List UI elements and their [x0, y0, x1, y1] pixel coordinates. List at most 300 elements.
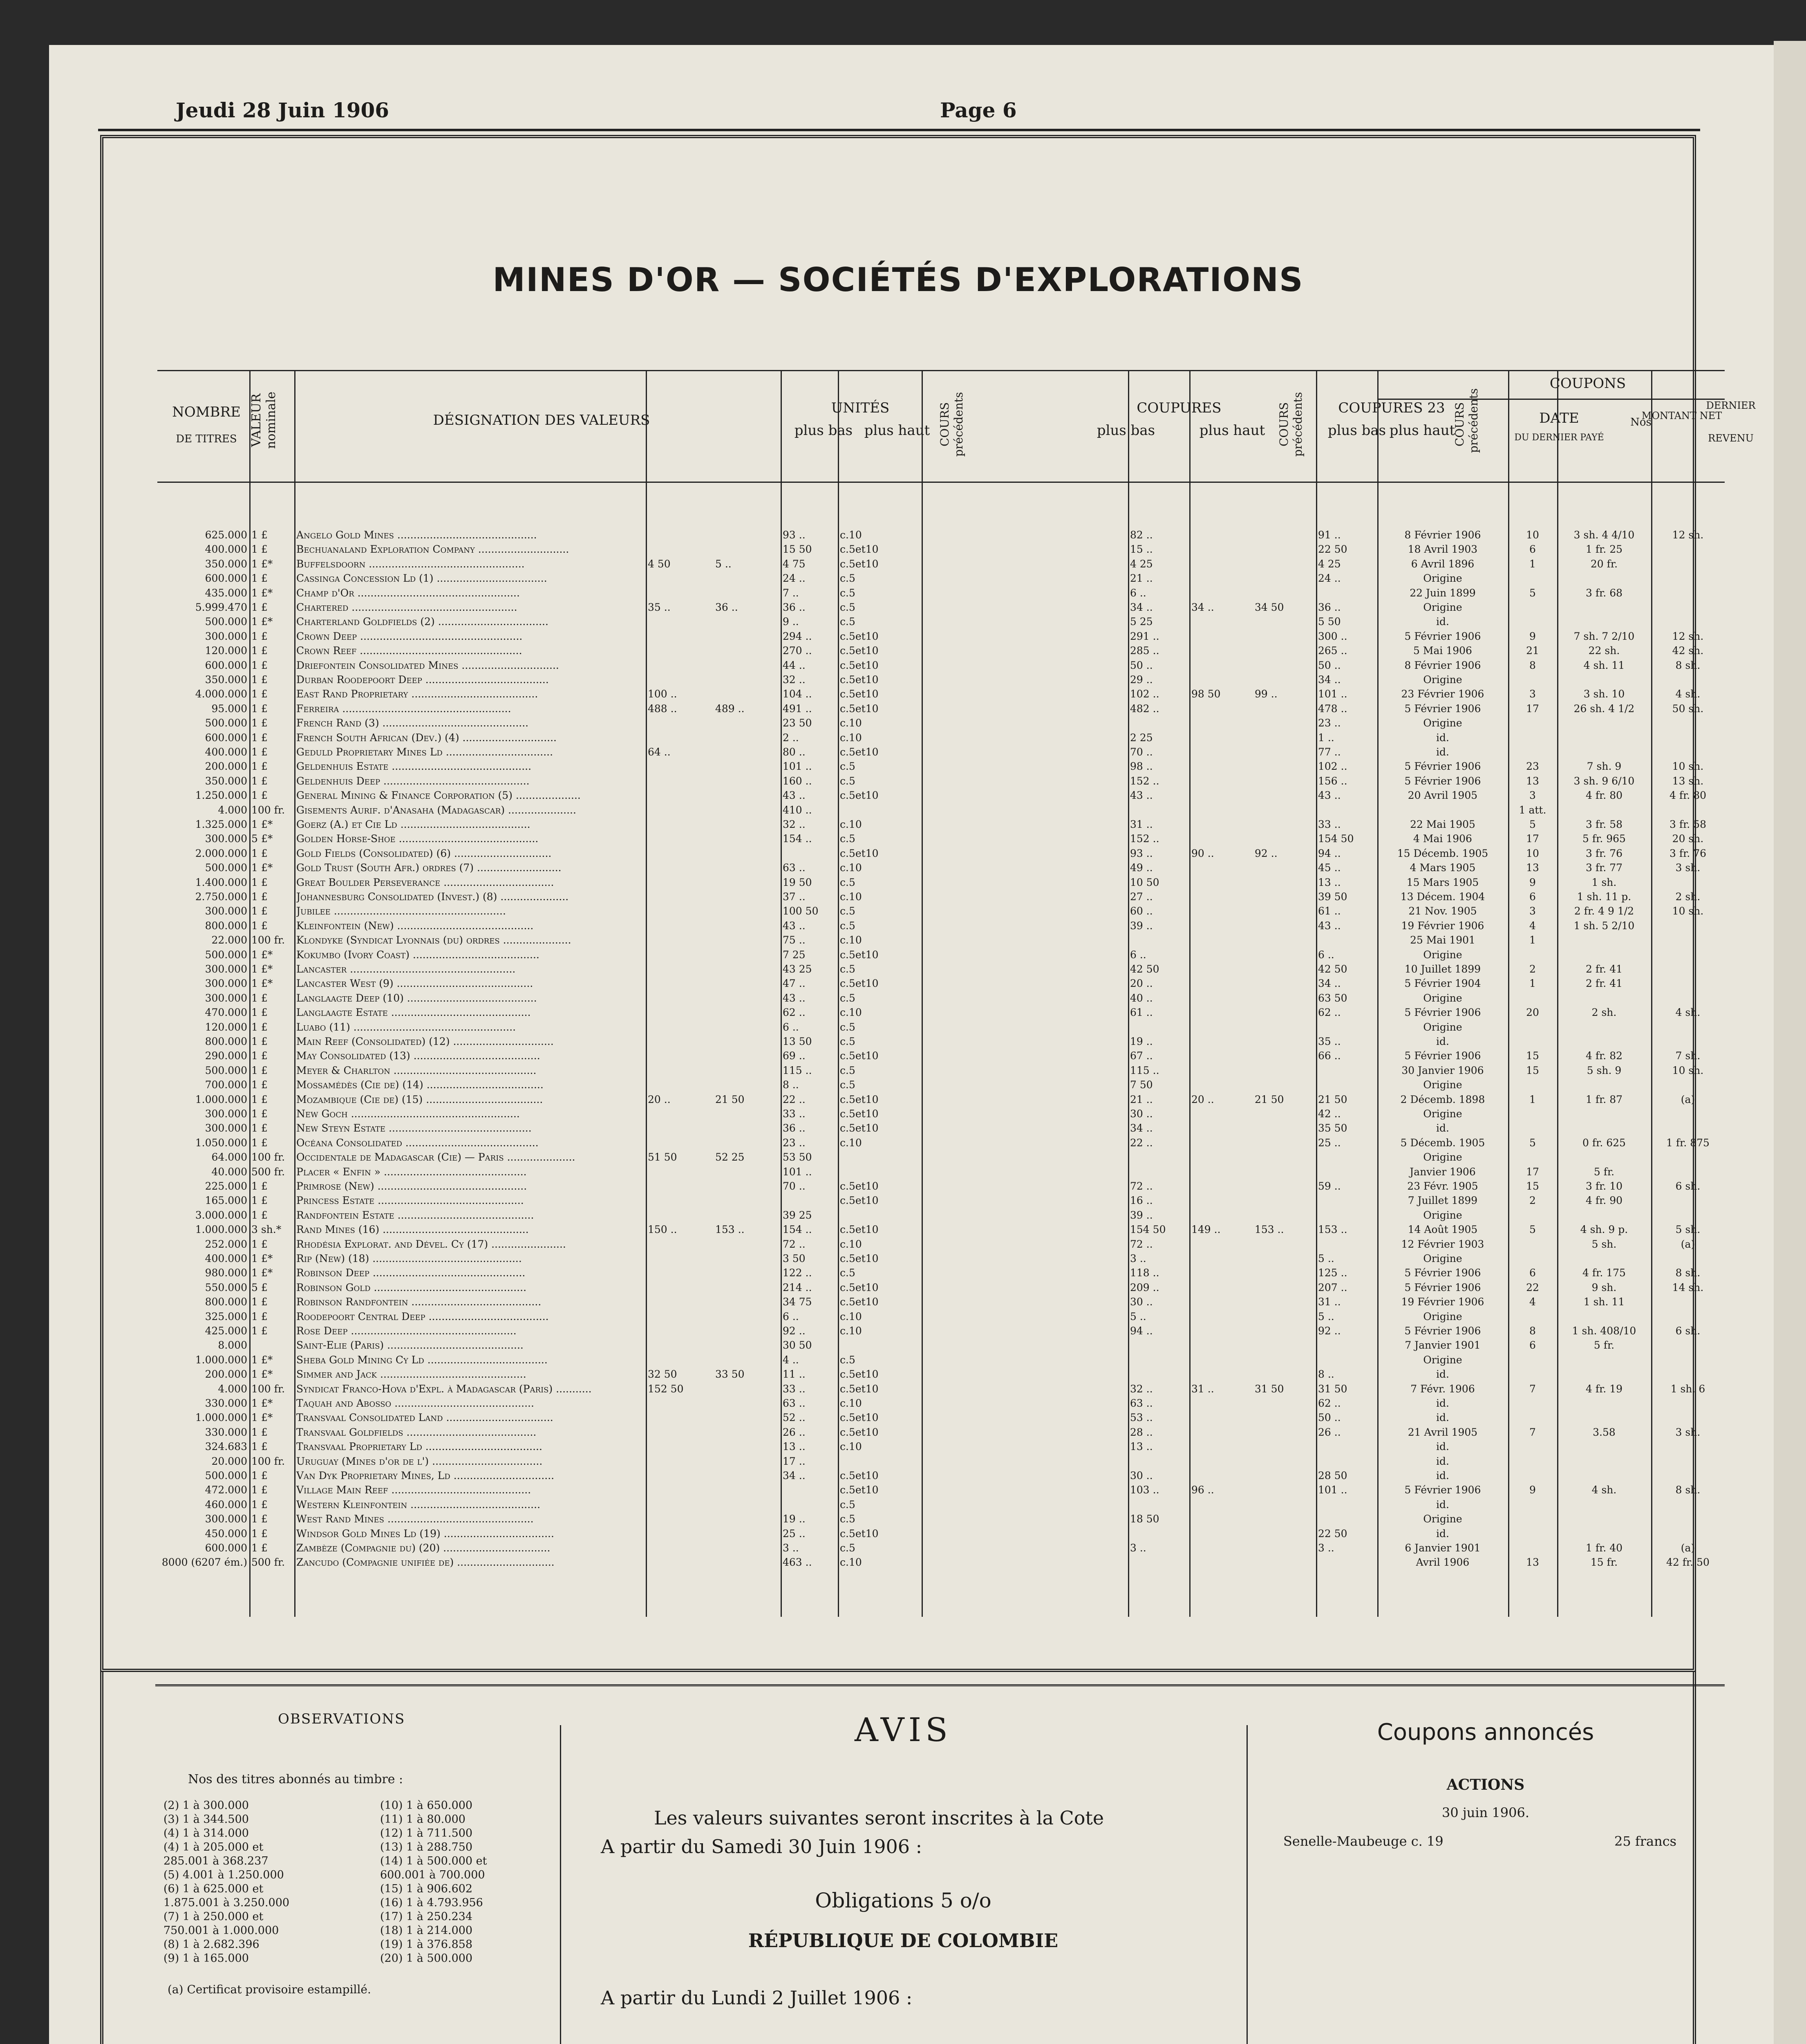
cell-c3: 66 .. — [1318, 1050, 1341, 1062]
cell-cp: c.5et10 — [840, 746, 879, 758]
cell-cp: c.10 — [840, 1325, 862, 1337]
cell-r: 4 sh. — [1675, 688, 1701, 700]
cell-d: Johannesburg Consolidated (Invest.) (8) ..................... — [296, 891, 569, 903]
cell-c2: 4 25 — [1130, 558, 1153, 570]
cell-v: 1 £ — [251, 1441, 268, 1453]
obs-line: (6) 1 à 625.000 et — [163, 1883, 264, 1895]
rule — [1651, 370, 1652, 1617]
cell-c: 43 .. — [783, 790, 806, 802]
cell-d: Lancaster ................................................... — [296, 964, 516, 975]
cell-c: 70 .. — [783, 1181, 806, 1192]
obs-line: 750.001 à 1.000.000 — [163, 1924, 279, 1937]
cell-c: 69 .. — [783, 1050, 806, 1062]
cell-v: 1 £* — [251, 1253, 273, 1264]
cell-m: 3 sh. 4 4/10 — [1573, 529, 1635, 541]
cell-r: 3 sh. — [1675, 862, 1701, 874]
col-coupures23-haut: plus haut — [1389, 422, 1455, 439]
cell-date: 7 Janvier 1901 — [1405, 1340, 1481, 1351]
cell-m: 2 fr. 4 9 1/2 — [1574, 905, 1634, 917]
cell-cp: c.5et10 — [840, 1484, 879, 1496]
header-date: Jeudi 28 Juin 1906 — [176, 98, 389, 122]
cell-n: 500.000 — [205, 862, 247, 874]
cell-m: 5 fr. — [1593, 1340, 1615, 1351]
cell-c2: 209 .. — [1130, 1282, 1159, 1293]
cell-c2: 115 .. — [1130, 1065, 1159, 1076]
cell-c2: 5 25 — [1130, 616, 1153, 628]
cell-d: Océana Consolidated ......................................... — [296, 1137, 539, 1149]
cell-date: 14 Août 1905 — [1408, 1224, 1478, 1236]
cell-pb: 152 50 — [648, 1383, 684, 1395]
cell-n: 4.000 — [218, 1383, 247, 1395]
cell-date: Origine — [1423, 1354, 1462, 1366]
cell-n: 300.000 — [205, 992, 247, 1004]
cell-c3: 300 .. — [1318, 630, 1347, 642]
cell-d: Saint-Elie (Paris) .......................................... — [296, 1340, 524, 1351]
cell-cp: c.10 — [840, 1398, 862, 1409]
cell-n: 120.000 — [205, 645, 247, 657]
cell-d: May Consolidated (13) ....................................... — [296, 1050, 540, 1062]
cell-n: 500.000 — [205, 1065, 247, 1076]
cell-d: French South African (Dev.) (4) ............................. — [296, 732, 557, 744]
cell-d: Transvaal Proprietary Ld .................................... — [296, 1441, 542, 1453]
rule — [1316, 370, 1317, 1617]
col-no: Nos — [1630, 416, 1652, 428]
cell-c: 32 .. — [783, 819, 806, 830]
obs-line: (4) 1 à 205.000 et — [163, 1841, 264, 1853]
avis-rep: RÉPUBLIQUE DE COLOMBIE — [748, 1930, 1059, 1952]
cell-cp: c.5et10 — [840, 1383, 879, 1395]
cell-cp: c.5et10 — [840, 1470, 879, 1481]
cell-cp: c.5 — [840, 761, 855, 773]
cell-d: Chartered ................................................... — [296, 602, 517, 613]
cell-c3: 62 .. — [1318, 1007, 1341, 1019]
avis-line2: A partir du Samedi 30 Juin 1906 : — [601, 1836, 922, 1858]
cell-d: Mozambique (Cie de) (15) .................................... — [296, 1094, 543, 1105]
cell-v: 1 £ — [251, 1123, 268, 1134]
cell-c: 294 .. — [783, 630, 812, 642]
cell-pb: 150 .. — [648, 1224, 677, 1236]
cell-date: Origine — [1423, 949, 1462, 961]
cell-date: id. — [1436, 1470, 1449, 1481]
cell-d: Langlaagte Estate ........................................... — [296, 1007, 531, 1019]
cell-c2: 152 .. — [1130, 833, 1159, 845]
cell-v: 1 £ — [251, 1238, 268, 1250]
cell-date: 5 Février 1906 — [1404, 1484, 1481, 1496]
cell-d: Windsor Gold Mines Ld (19) .................................. — [296, 1528, 554, 1540]
cell-date: Origine — [1423, 1079, 1462, 1091]
cell-d: Main Reef (Consolidated) (12) ............................... — [296, 1036, 554, 1047]
cell-r: (a) — [1681, 1238, 1695, 1250]
cell-c: 11 .. — [783, 1369, 806, 1381]
col-montant: MONTANT NET — [1641, 410, 1722, 421]
cell-c: 39 25 — [783, 1209, 812, 1221]
cell-v: 1 £ — [251, 761, 268, 773]
cell-date: Origine — [1423, 1209, 1462, 1221]
cell-d: Langlaagte Deep (10) ........................................ — [296, 992, 537, 1004]
cell-cp: c.5 — [840, 573, 855, 585]
cell-n: 290.000 — [205, 1050, 247, 1062]
cell-date: id. — [1436, 1455, 1449, 1467]
cell-c3: 22 50 — [1318, 1528, 1347, 1540]
cell-c: 410 .. — [783, 804, 812, 816]
cell-n: 1.000.000 — [195, 1094, 247, 1105]
cell-c2: 30 .. — [1130, 1296, 1153, 1308]
cell-no: 3 — [1529, 790, 1536, 802]
cell-cp: c.5et10 — [840, 1108, 879, 1120]
cell-c: 32 .. — [783, 674, 806, 686]
cell-no: 4 — [1529, 920, 1536, 932]
cell-v: 1 £ — [251, 529, 268, 541]
cell-cp: c.5 — [840, 1499, 855, 1511]
cell-d: Angelo Gold Mines ........................................... — [296, 529, 537, 541]
cell-p2: 34 .. — [1191, 602, 1214, 613]
cell-c2: 82 .. — [1130, 529, 1153, 541]
cell-c3: 92 .. — [1318, 1325, 1341, 1337]
cell-v: 1 £ — [251, 1542, 268, 1554]
cell-v: 1 £ — [251, 1296, 268, 1308]
cell-n: 1.400.000 — [195, 876, 247, 888]
cell-d: Buffelsdoorn ................................................ — [296, 558, 525, 570]
cell-v: 100 fr. — [251, 935, 285, 946]
cell-cp: c.5 — [840, 905, 855, 917]
cell-n: 400.000 — [205, 544, 247, 556]
cell-c3: 31 50 — [1318, 1383, 1347, 1395]
cell-c2: 21 .. — [1130, 1094, 1153, 1105]
cell-c: 37 .. — [783, 891, 806, 903]
cell-cp: c.5et10 — [840, 645, 879, 657]
obs-line: (11) 1 à 80.000 — [380, 1813, 465, 1826]
cell-c: 3 50 — [783, 1253, 806, 1264]
cell-no: 3 — [1529, 905, 1536, 917]
col-coupures-haut: plus haut — [1199, 422, 1265, 439]
cell-d: Transvaal Goldfields ........................................ — [296, 1426, 537, 1438]
obs-line: (20) 1 à 500.000 — [380, 1952, 473, 1965]
cell-date: 20 Avril 1905 — [1408, 790, 1478, 802]
cell-c: 34 .. — [783, 1470, 806, 1481]
cell-c2: 29 .. — [1130, 674, 1153, 686]
col-unites-haut: plus haut — [864, 422, 930, 439]
obs-line: (2) 1 à 300.000 — [163, 1799, 249, 1812]
cell-r: 20 sh. — [1672, 833, 1704, 845]
cell-d: New Steyn Estate ............................................ — [296, 1123, 532, 1134]
cell-c3: 59 .. — [1318, 1181, 1341, 1192]
cell-date: 5 Février 1904 — [1404, 978, 1481, 990]
cell-c3: 43 .. — [1318, 920, 1341, 932]
cell-c2: 6 .. — [1130, 587, 1146, 599]
cell-no: 9 — [1529, 630, 1536, 642]
cell-cp: c.10 — [840, 862, 862, 874]
obs-line: 1.875.001 à 3.250.000 — [163, 1896, 290, 1909]
cell-c3: 35 .. — [1318, 1036, 1341, 1047]
col-date-sub: DU DERNIER PAYÉ — [1514, 433, 1604, 443]
cell-date: 5 Février 1906 — [1404, 1282, 1481, 1293]
obs-line: (14) 1 à 500.000 et — [380, 1855, 487, 1867]
cell-n: 4.000.000 — [195, 688, 247, 700]
cell-n: 425.000 — [205, 1325, 247, 1337]
cell-date: Origine — [1423, 1108, 1462, 1120]
cell-no: 17 — [1526, 833, 1539, 845]
cell-date: id. — [1436, 1398, 1449, 1409]
cell-d: Simmer and Jack ............................................. — [296, 1369, 526, 1381]
cell-c2: 103 .. — [1130, 1484, 1159, 1496]
cell-n: 625.000 — [205, 529, 247, 541]
cell-cp: c.5et10 — [840, 1426, 879, 1438]
cell-v: 1 £* — [251, 1354, 273, 1366]
cell-date: 4 Mars 1905 — [1410, 862, 1476, 874]
cell-r: 8 sh. — [1675, 659, 1701, 671]
cell-no: 23 — [1526, 761, 1539, 773]
cell-c3: 207 .. — [1318, 1282, 1347, 1293]
cell-n: 330.000 — [205, 1398, 247, 1409]
cell-c: 52 .. — [783, 1412, 806, 1424]
cell-r: 42 fr. 50 — [1666, 1557, 1710, 1569]
cell-r: 1 fr. 875 — [1666, 1137, 1710, 1149]
cell-c3: 34 .. — [1318, 978, 1341, 990]
obs-note: (a) Certificat provisoire estampillé. — [168, 1983, 371, 1996]
cell-d: Randfontein Estate .......................................... — [296, 1209, 534, 1221]
cell-c: 15 50 — [783, 544, 812, 556]
cell-d: Rhodésia Explorat. and Dével. Cy (17) ....................... — [296, 1238, 566, 1250]
cell-m: 4 sh. 11 — [1583, 659, 1625, 671]
cell-m: 4 sh. 9 p. — [1580, 1224, 1628, 1236]
coupons-title: Coupons annoncés — [1377, 1719, 1594, 1746]
cell-c2: 118 .. — [1130, 1267, 1159, 1279]
cell-c: 33 .. — [783, 1383, 806, 1395]
obs-line: (10) 1 à 650.000 — [380, 1799, 473, 1812]
rule — [1557, 370, 1558, 1617]
cell-v: 100 fr. — [251, 1152, 285, 1163]
cell-c3: 154 50 — [1318, 833, 1354, 845]
cell-v: 1 £ — [251, 1325, 268, 1337]
cell-n: 500.000 — [205, 616, 247, 628]
cell-c: 26 .. — [783, 1426, 806, 1438]
cell-r: 1 sh. 6 — [1670, 1383, 1705, 1395]
cell-c2: 13 .. — [1130, 1441, 1153, 1453]
cell-c: 214 .. — [783, 1282, 812, 1293]
col-coupons: COUPONS — [1549, 375, 1626, 392]
cell-n: 500.000 — [205, 1470, 247, 1481]
cell-date: 5 Mai 1906 — [1413, 645, 1472, 657]
cell-d: Sheba Gold Mining Cy Ld ..................................... — [296, 1354, 548, 1366]
cell-d: Robinson Randfontein ........................................ — [296, 1296, 542, 1308]
cell-v: 1 £ — [251, 688, 268, 700]
cell-no: 4 — [1529, 1296, 1536, 1308]
obs-line: (17) 1 à 250.234 — [380, 1910, 473, 1923]
cell-c2: 154 50 — [1130, 1224, 1166, 1236]
col-dernier: DERNIER — [1706, 400, 1756, 411]
header-rule — [98, 129, 1700, 131]
cell-v: 1 £* — [251, 819, 273, 830]
cell-date: 5 Février 1906 — [1404, 761, 1481, 773]
cell-c2: 5 .. — [1130, 1311, 1146, 1322]
cell-cp: c.5et10 — [840, 1094, 879, 1105]
cell-v: 1 £* — [251, 949, 273, 961]
cell-d: Rand Mines (16) ............................................. — [296, 1224, 529, 1236]
cell-cp: c.5et10 — [840, 1282, 879, 1293]
cell-c3: 5 50 — [1318, 616, 1341, 628]
cell-c2: 152 .. — [1130, 775, 1159, 787]
cell-cp: c.10 — [840, 1311, 862, 1322]
cell-v: 1 £ — [251, 1007, 268, 1019]
cell-c2: 7 50 — [1130, 1079, 1153, 1091]
obs-intro: Nos des titres abonnés au timbre : — [188, 1772, 403, 1786]
cell-d: Gisements Aurif. d'Anasaha (Madagascar) ..................... — [296, 804, 576, 816]
cell-d: Taquah and Abosso ........................................... — [296, 1398, 534, 1409]
cell-n: 8.000 — [218, 1340, 247, 1351]
cell-c: 101 .. — [783, 1166, 812, 1178]
col-cours-prec-3: COURS précédents — [1453, 388, 1480, 453]
cell-cp: c.5et10 — [840, 1195, 879, 1207]
cell-d: New Goch .................................................... — [296, 1108, 520, 1120]
cell-v: 1 £ — [251, 630, 268, 642]
cell-c: 160 .. — [783, 775, 812, 787]
cell-d: Van Dyk Proprietary Mines, Ld ............................... — [296, 1470, 555, 1481]
cell-d: Primrose (New) .............................................. — [296, 1181, 527, 1192]
cell-m: 4 fr. 80 — [1585, 790, 1622, 802]
cell-date: 8 Février 1906 — [1404, 529, 1481, 541]
cell-v: 1 £ — [251, 1036, 268, 1047]
cell-n: 350.000 — [205, 558, 247, 570]
cell-c: 6 .. — [783, 1311, 799, 1322]
rule — [1128, 370, 1129, 1617]
cell-r: 4 fr. 80 — [1669, 790, 1706, 802]
cell-date: Origine — [1423, 992, 1462, 1004]
cell-m: 3 sh. 10 — [1583, 688, 1625, 700]
cell-r: 3 fr. 76 — [1669, 847, 1706, 859]
cell-n: 4.000 — [218, 804, 247, 816]
cell-v: 1 £ — [251, 1065, 268, 1076]
cell-c: 80 .. — [783, 746, 806, 758]
cell-c3: 478 .. — [1318, 703, 1347, 715]
rule — [1377, 370, 1379, 1617]
cell-d: Uruguay (Mines d'or de l') .................................. — [296, 1455, 543, 1467]
cell-r: (a) — [1681, 1542, 1695, 1554]
cell-c: 72 .. — [783, 1238, 806, 1250]
rule — [838, 370, 839, 1617]
col-valeur: VALEUR nominale — [249, 392, 278, 449]
cell-m: 15 fr. — [1590, 1557, 1618, 1569]
cell-v: 1 £ — [251, 920, 268, 932]
cell-m: 3 fr. 58 — [1585, 819, 1622, 830]
obs-line: (16) 1 à 4.793.956 — [380, 1896, 483, 1909]
cell-c3: 5 .. — [1318, 1311, 1334, 1322]
cell-date: 15 Mars 1905 — [1406, 876, 1479, 888]
cell-c: 53 50 — [783, 1152, 812, 1163]
cell-no: 10 — [1526, 847, 1539, 859]
cell-c3: 91 .. — [1318, 529, 1341, 541]
cell-c2: 98 .. — [1130, 761, 1153, 773]
cell-cp: c.10 — [840, 935, 862, 946]
cell-m: 2 sh. — [1591, 1007, 1617, 1019]
obs-line: (18) 1 à 214.000 — [380, 1924, 473, 1937]
cell-c2: 60 .. — [1130, 905, 1153, 917]
cell-date: 15 Décemb. 1905 — [1397, 847, 1488, 859]
cell-c: 34 75 — [783, 1296, 812, 1308]
cell-d: Roodepoort Central Deep ..................................... — [296, 1311, 549, 1322]
cell-d: Klondyke (Syndicat Lyonnais (du) ordres ..................... — [296, 935, 571, 946]
cell-v: 1 £ — [251, 1426, 268, 1438]
cell-pb: 100 .. — [648, 688, 677, 700]
cell-d: Kleinfontein (New) .......................................... — [296, 920, 534, 932]
cell-v: 1 £ — [251, 659, 268, 671]
cell-n: 1.000.000 — [195, 1224, 247, 1236]
cell-v: 1 £* — [251, 964, 273, 975]
cell-c2: 16 .. — [1130, 1195, 1153, 1207]
cell-r: 13 sh. — [1672, 775, 1704, 787]
cell-v: 1 £ — [251, 790, 268, 802]
cell-pb: 4 50 — [648, 558, 671, 570]
cell-d: Geldenhuis Estate ........................................... — [296, 761, 532, 773]
cell-cp: c.5et10 — [840, 558, 879, 570]
cell-date: 5 Décemb. 1905 — [1400, 1137, 1485, 1149]
cell-m: 5 sh. 9 — [1587, 1065, 1622, 1076]
cell-no: 1 att. — [1519, 804, 1546, 816]
cell-n: 200.000 — [205, 1369, 247, 1381]
cell-cp: c.5 — [840, 1065, 855, 1076]
cell-cp: c.5et10 — [840, 1412, 879, 1424]
cell-c: 17 .. — [783, 1455, 806, 1467]
cell-v: 1 £ — [251, 645, 268, 657]
col-nombre: NOMBRE — [172, 404, 241, 420]
cell-ph: 153 .. — [715, 1224, 745, 1236]
cell-date: Origine — [1423, 573, 1462, 585]
cell-c2: 61 .. — [1130, 1007, 1153, 1019]
cell-c: 463 .. — [783, 1557, 812, 1569]
col-cours-prec: COURS précédents — [938, 392, 965, 457]
cell-d: Great Boulder Perseverance .................................. — [296, 876, 554, 888]
cell-cp: c.5et10 — [840, 790, 879, 802]
cell-c: 63 .. — [783, 862, 806, 874]
cell-m: 3 fr. 68 — [1585, 587, 1622, 599]
cell-r: 10 sh. — [1672, 1065, 1704, 1076]
cell-cp: c.5 — [840, 1542, 855, 1554]
cell-c2: 31 .. — [1130, 819, 1153, 830]
cell-cp: c.5et10 — [840, 703, 879, 715]
cell-v: 1 £* — [251, 1369, 273, 1381]
cell-p2: 31 .. — [1191, 1383, 1214, 1395]
cell-d: Bechuanaland Exploration Company ............................ — [296, 544, 569, 556]
cell-c3: 125 .. — [1318, 1267, 1347, 1279]
col-unites-bas: plus bas — [794, 422, 853, 439]
cell-d: Kokumbo (Ivory Coast) ....................................... — [296, 949, 539, 961]
cell-n: 500.000 — [205, 717, 247, 729]
cell-c3: 31 .. — [1318, 1296, 1341, 1308]
cell-date: 5 Février 1906 — [1404, 1007, 1481, 1019]
cell-m: 3 fr. 76 — [1585, 847, 1622, 859]
cell-m: 1 sh. 408/10 — [1572, 1325, 1636, 1337]
cell-c: 491 .. — [783, 703, 812, 715]
cell-n: 40.000 — [211, 1166, 247, 1178]
cell-v: 1 £ — [251, 732, 268, 744]
obs-line: (7) 1 à 250.000 et — [163, 1910, 264, 1923]
cell-n: 600.000 — [205, 1542, 247, 1554]
cell-v: 1 £ — [251, 1021, 268, 1033]
cell-n: 1.325.000 — [195, 819, 247, 830]
cell-cp: c.5 — [840, 602, 855, 613]
cell-c: 7 25 — [783, 949, 806, 961]
cell-v: 1 £ — [251, 674, 268, 686]
cell-v: 3 sh.* — [251, 1224, 282, 1236]
cell-ph: 489 .. — [715, 703, 745, 715]
cell-cp: c.5 — [840, 616, 855, 628]
cell-c: 100 50 — [783, 905, 819, 917]
cell-m: 1 sh. 11 p. — [1577, 891, 1631, 903]
cell-c2: 40 .. — [1130, 992, 1153, 1004]
cell-c2: 63 .. — [1130, 1398, 1153, 1409]
obs-line: 285.001 à 368.237 — [163, 1855, 269, 1867]
cell-no: 5 — [1529, 1224, 1536, 1236]
cell-m: 4 fr. 82 — [1585, 1050, 1622, 1062]
